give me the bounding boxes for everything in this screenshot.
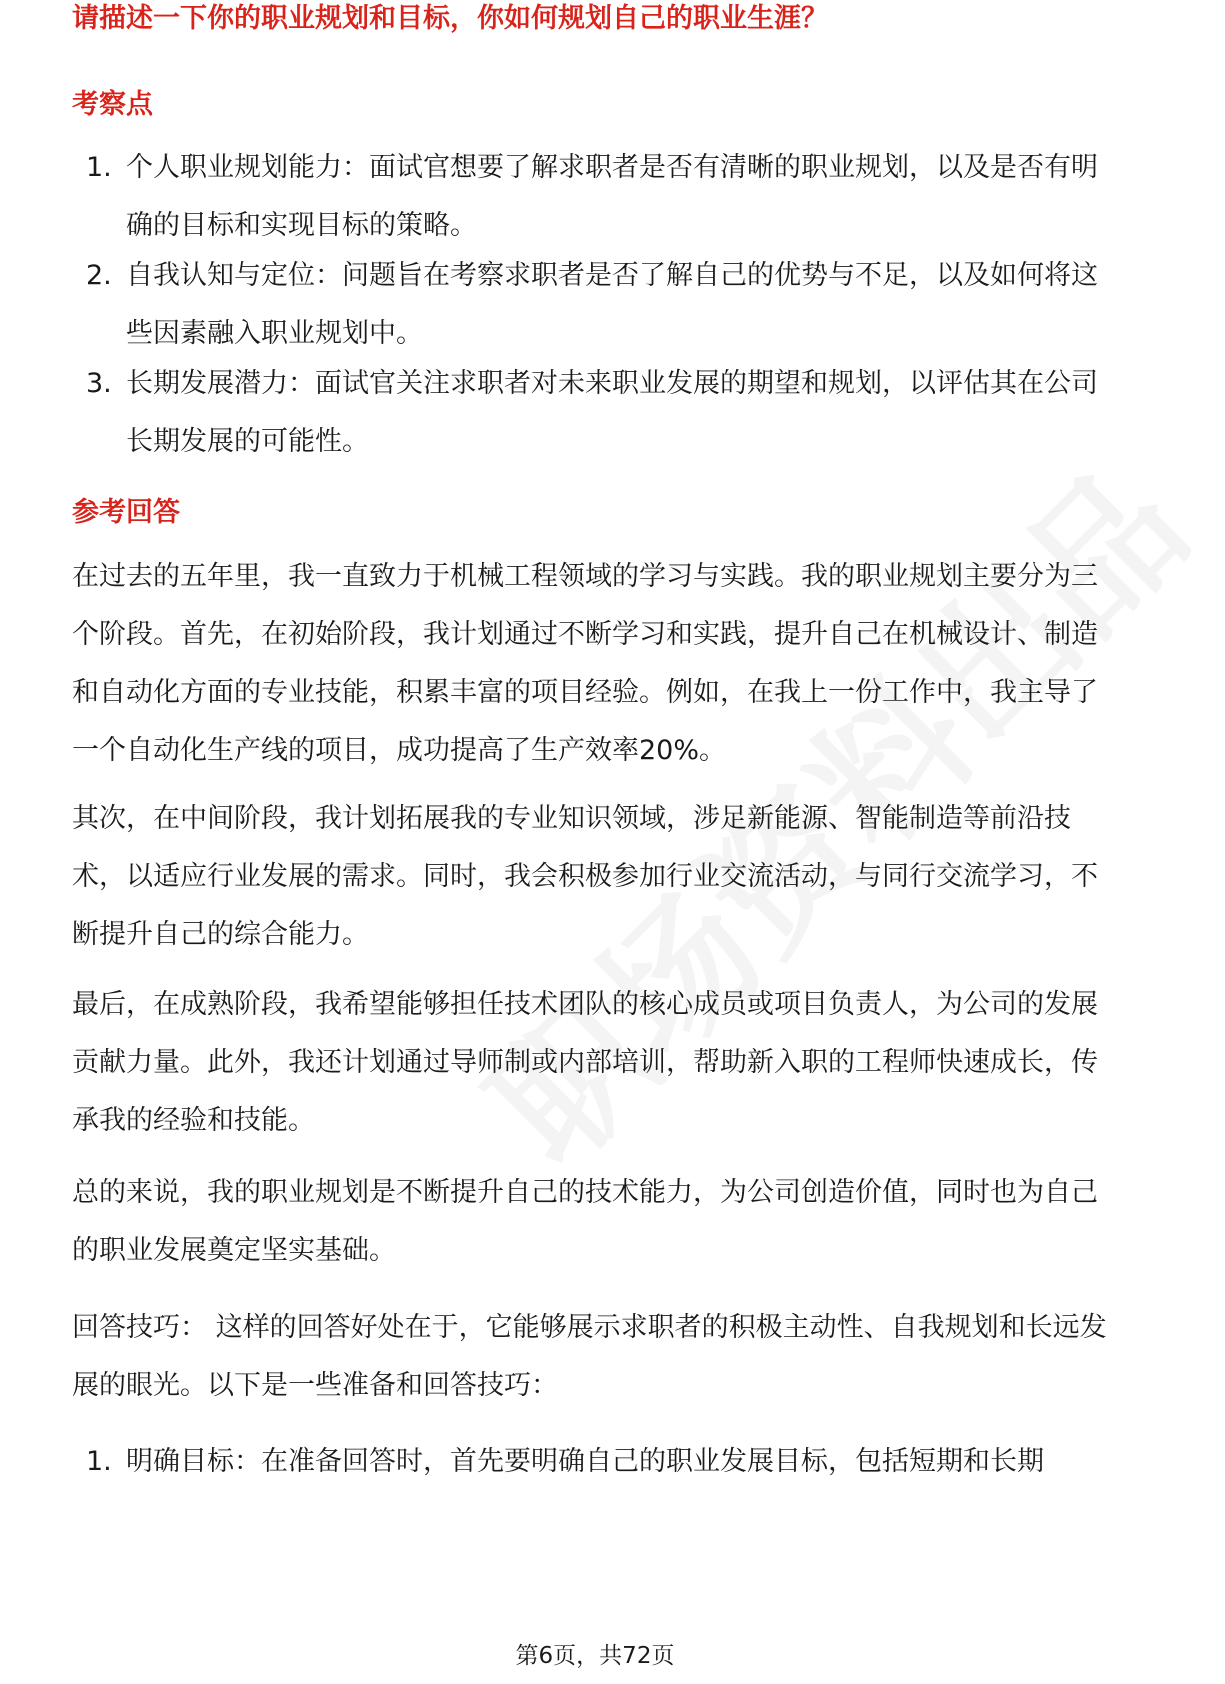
list-number: 1. [86,152,112,183]
list-text: 明确目标：在准备回答时，首先要明确自己的职业发展目标，包括短期和长期 [126,1446,1044,1477]
list-text: 长期发展潜力：面试官关注求职者对未来职业发展的期望和规划，以评估其在公司长期发展的可能性。 [126,368,1098,457]
answer-paragraph: 总的来说，我的职业规划是不断提升自己的技术能力，为公司创造价值，同时也为自己的职业发展奠定坚实基础。 [72,1177,1098,1266]
list-text: 自我认知与定位：问题旨在考察求职者是否了解自己的优势与不足，以及如何将这些因素融入职业规划中。 [126,260,1098,349]
list-number: 1. [86,1446,112,1477]
page-footer: 第6页，共72页 [515,1643,675,1669]
section-heading-points: 考察点 [72,89,153,120]
list-number: 3. [86,368,112,399]
list-item [72,1433,1122,1491]
answer-paragraph: 在过去的五年里，我一直致力于机械工程领域的学习与实践。我的职业规划主要分为三个阶段。首先，在初始阶段，我计划通过不断学习和实践，提升自己在机械设计、制造和自动化方面的专业技能，积累丰富的项目经验。例如，在我上一份工作中，我主导了一个自动化生产线的项目，成功提高了生产效率20%。 [72,561,1098,766]
question-title-text: 请描述一下你的职业规划和目标，你如何规划自己的职业生涯？ [72,3,828,34]
list-item [72,139,1122,255]
section-heading-answer: 参考回答 [72,497,180,528]
answer-paragraph: 其次，在中间阶段，我计划拓展我的专业知识领域，涉足新能源、智能制造等前沿技术，以适应行业发展的需求。同时，我会积极参加行业交流活动，与同行交流学习，不断提升自己的综合能力。 [72,803,1098,950]
answer-paragraph: 最后，在成熟阶段，我希望能够担任技术团队的核心成员或项目负责人，为公司的发展贡献力量。此外，我还计划通过导师制或内部培训，帮助新入职的工程师快速成长，传承我的经验和技能。 [72,989,1098,1136]
list-item [72,355,1122,471]
list-number: 2. [86,260,112,291]
tips-intro-paragraph: 回答技巧： 这样的回答好处在于，它能够展示求职者的积极主动性、自我规划和长远发展的眼光。以下是一些准备和回答技巧： [72,1312,1107,1401]
cut-off-question-title [72,3,828,72]
list-text: 个人职业规划能力：面试官想要了解求职者是否有清晰的职业规划，以及是否有明确的目标和实现目标的策略。 [126,152,1098,241]
list-item [72,247,1122,363]
